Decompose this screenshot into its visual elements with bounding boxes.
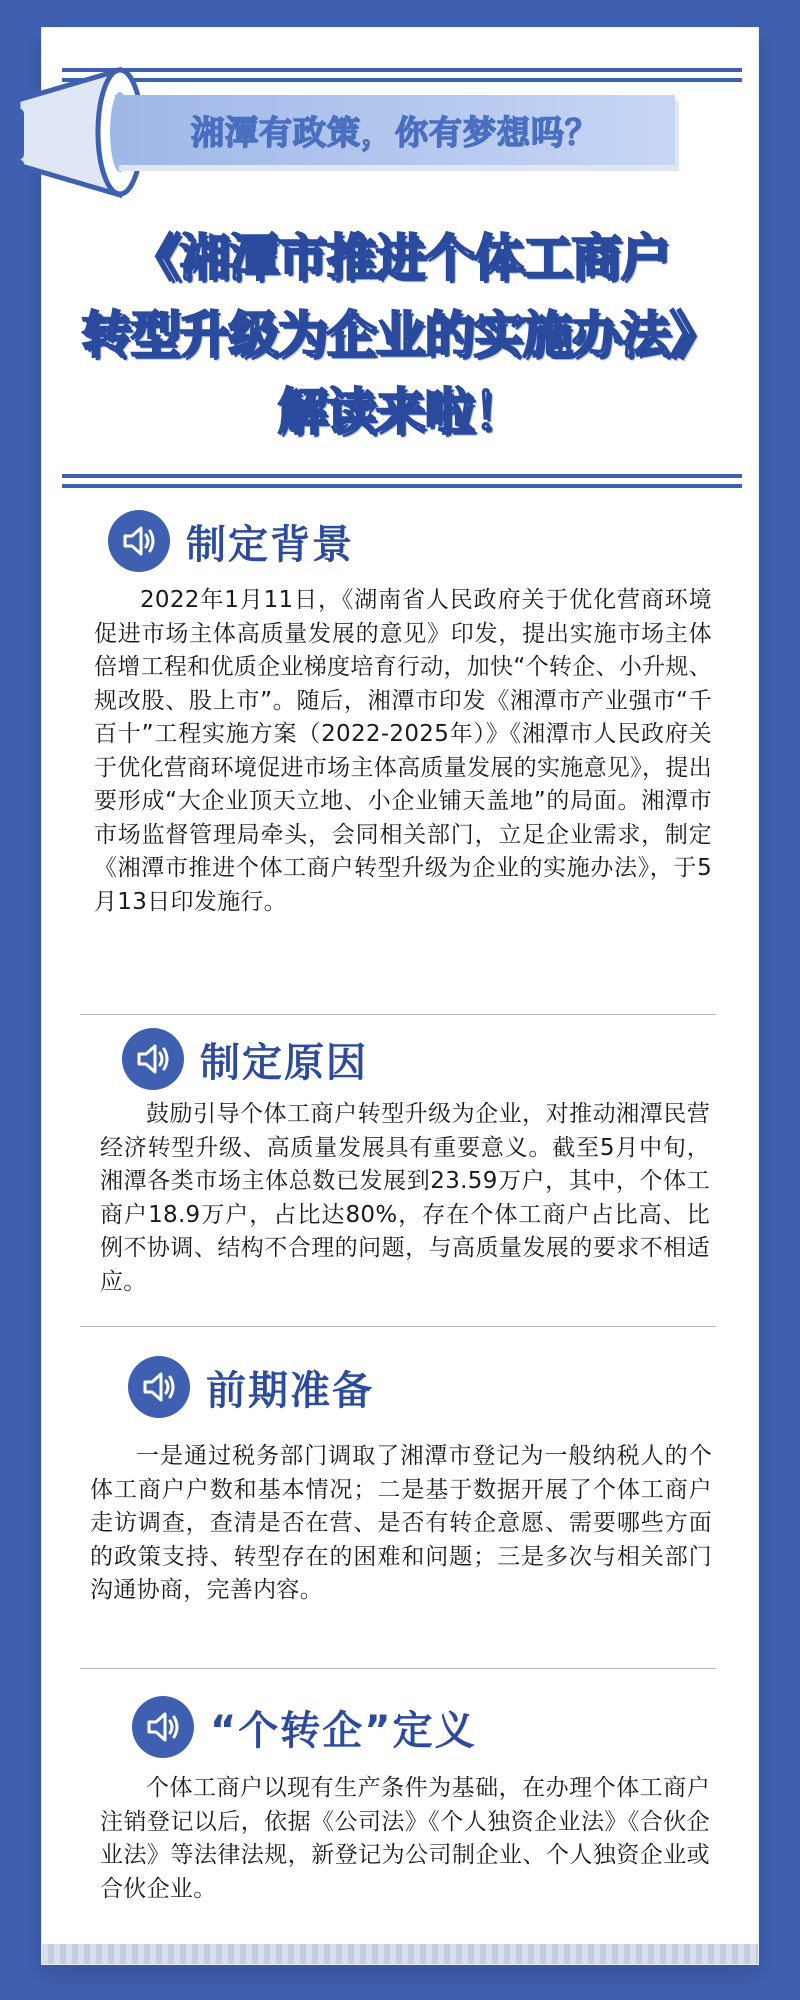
section-preparation-heading bbox=[128, 1356, 374, 1418]
section-title: 前期准备 bbox=[206, 1367, 374, 1414]
section-title: 制定背景 bbox=[186, 521, 354, 568]
speaker-icon bbox=[108, 510, 170, 572]
section-background-heading bbox=[108, 510, 354, 572]
panel-bottom-stripes bbox=[42, 1944, 758, 1964]
section-divider bbox=[80, 1668, 716, 1669]
section-title: “个转企”定义 bbox=[210, 1707, 477, 1754]
section-definition-heading bbox=[132, 1696, 477, 1758]
section-reason-heading bbox=[122, 1028, 368, 1090]
speaker-icon bbox=[122, 1028, 184, 1090]
section-divider bbox=[80, 1326, 716, 1327]
header-bottom-rule bbox=[62, 474, 742, 488]
section-body: 一是通过税务部门调取了湘潭市登记为一般纳税人的个体工商户户数和基本情况；二是基于数据开展了个体工商户走访调查，查清是否在营、是否有转企意愿、需要哪些方面的政策支持、转型存在的困难和问题；三是多次与相关部门沟通协商，完善内容。 bbox=[90, 1443, 712, 1603]
title-line-2: 转型升级为企业的实施办法》 bbox=[81, 306, 719, 364]
speaker-icon bbox=[128, 1356, 190, 1418]
header-top-rule bbox=[62, 68, 742, 82]
slogan-text: 湘潭有政策，你有梦想吗？ bbox=[191, 112, 599, 152]
section-divider bbox=[80, 1014, 716, 1015]
title-line-3: 解读来啦！ bbox=[277, 383, 523, 441]
slogan-banner bbox=[115, 95, 675, 165]
section-body: 鼓励引导个体工商户转型升级为企业，对推动湘潭民营经济转型升级、高质量发展具有重要意义。截至5月中旬，湘潭各类市场主体总数已发展到23.59万户，其中，个体工商户18.9万户，占比达80%，存在个体工商户占比高、比例不协调、结构不合理的问题，与高质量发展的要求不相适应。 bbox=[100, 1101, 710, 1295]
title-line-1: 《湘潭市推进个体工商户 bbox=[130, 229, 670, 287]
speaker-icon bbox=[132, 1696, 194, 1758]
section-body: 2022年1月11日，《湖南省人民政府关于优化营商环境促进市场主体高质量发展的意见》印发，提出实施市场主体倍增工程和优质企业梯度培育行动，加快“个转企、小升规、规改股、股上市”。随后，湘潭市印发《湘潭市产业强市“千百十”工程实施方案（2022-2025年）》《湘潭市人民政府关于优化营商环境促进市场主体高质量发展的实施意见》，提出要形成“大企业顶天立地、小企业铺天盖地”的局面。湘潭市市场监督管理局牵头，会同相关部门，立足企业需求，制定《湘潭市推进个体工商户转型升级为企业的实施办法》，于5月13日印发施行。 bbox=[94, 587, 713, 915]
section-title: 制定原因 bbox=[200, 1039, 368, 1086]
section-body: 个体工商户以现有生产条件为基础，在办理个体工商户注销登记以后，依据《公司法》《个人独资企业法》《合伙企业法》等法律法规，新登记为公司制企业、个人独资企业或合伙企业。 bbox=[100, 1775, 710, 1902]
